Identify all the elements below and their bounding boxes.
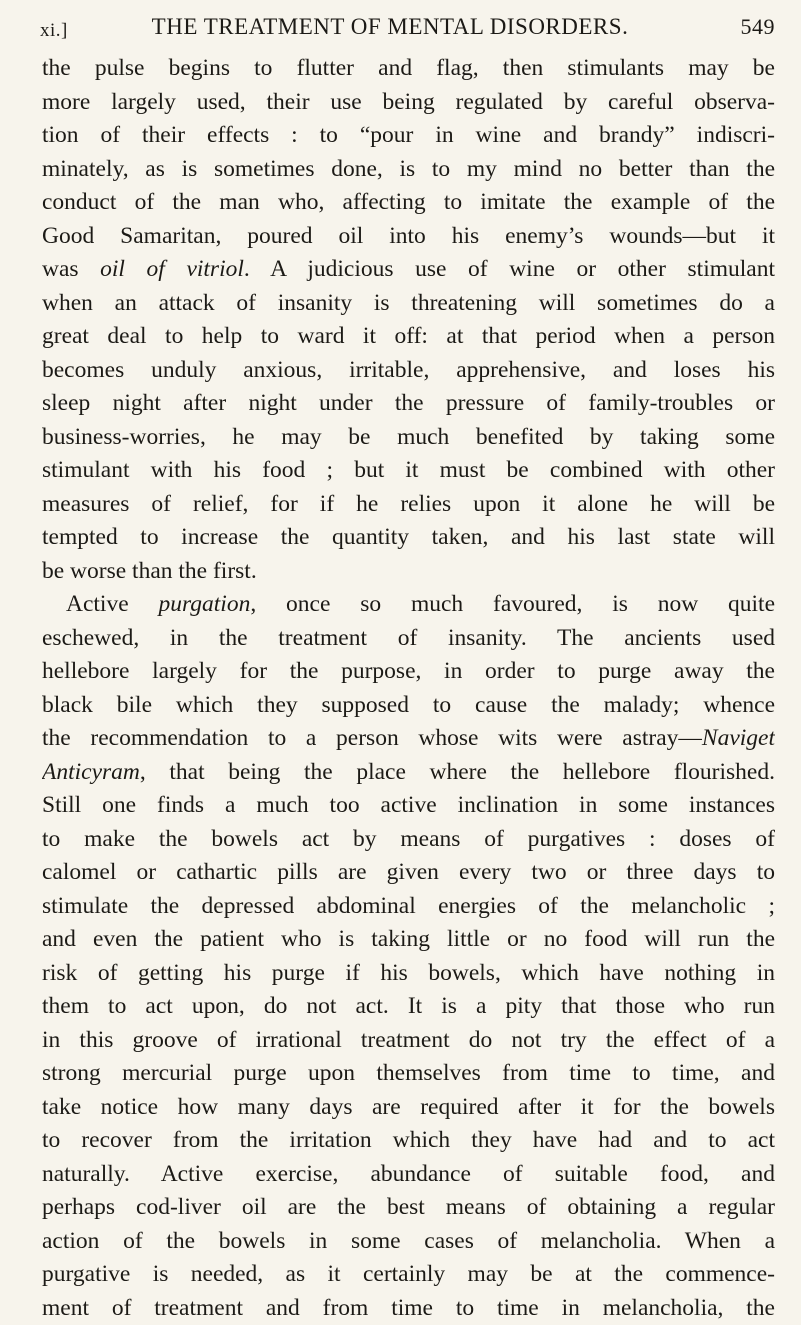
- text-line: sleep night after night under the pressure of family-troubles or: [42, 387, 775, 421]
- text-line: more largely used, their use being regulated by careful observa-: [42, 86, 775, 120]
- text-line: eschewed, in the treatment of insanity. The ancients used: [42, 622, 775, 656]
- text-line: great deal to help to ward it off: at that period when a person: [42, 320, 775, 354]
- text-line: minately, as is sometimes done, is to my mind no better than the: [42, 153, 775, 187]
- chapter-marker: xi.]: [40, 20, 68, 42]
- text-line: the pulse begins to flutter and flag, then stimulants may be: [42, 52, 775, 86]
- text-line: stimulate the depressed abdominal energies of the melancholic ;: [42, 890, 775, 924]
- text-line: and even the patient who is taking little or no food will run the: [42, 923, 775, 957]
- text-line: purgative is needed, as it certainly may be at the commence-: [42, 1258, 775, 1292]
- text-line: the recommendation to a person whose wits were astray—Naviget: [42, 722, 775, 756]
- text-line: conduct of the man who, affecting to imitate the example of the: [42, 186, 775, 220]
- text-line: tion of their effects : to “pour in wine and brandy” indiscri-: [42, 119, 775, 153]
- text-line: Good Samaritan, poured oil into his enemy’s wounds—but it: [42, 220, 775, 254]
- body-text: [42, 52, 775, 1325]
- text-line: take notice how many days are required after it for the bowels: [42, 1091, 775, 1125]
- text-line: in this groove of irrational treatment do not try the effect of a: [42, 1024, 775, 1058]
- text-line: action of the bowels in some cases of melancholia. When a: [42, 1225, 775, 1259]
- text-line: calomel or cathartic pills are given every two or three days to: [42, 856, 775, 890]
- text-line: perhaps cod-liver oil are the best means of obtaining a regular: [42, 1191, 775, 1225]
- text-line: them to act upon, do not act. It is a pity that those who run: [42, 990, 775, 1024]
- text-line: was oil of vitriol. A judicious use of wine or other stimulant: [42, 253, 775, 287]
- text-line: hellebore largely for the purpose, in order to purge away the: [42, 655, 775, 689]
- text-line: Still one finds a much too active inclination in some instances: [42, 789, 775, 823]
- text-line: to recover from the irritation which they have had and to act: [42, 1124, 775, 1158]
- text-line: measures of relief, for if he relies upon it alone he will be: [42, 488, 775, 522]
- running-header: [40, 14, 775, 50]
- text-line: naturally. Active exercise, abundance of suitable food, and: [42, 1158, 775, 1192]
- page-number: 549: [741, 14, 776, 40]
- text-line: Active purgation, once so much favoured, is now quite: [42, 588, 775, 622]
- text-line: to make the bowels act by means of purgatives : doses of: [42, 823, 775, 857]
- text-line: strong mercurial purge upon themselves from time to time, and: [42, 1057, 775, 1091]
- text-line: stimulant with his food ; but it must be combined with other: [42, 454, 775, 488]
- text-line: when an attack of insanity is threatening will sometimes do a: [42, 287, 775, 321]
- text-line: risk of getting his purge if his bowels, which have nothing in: [42, 957, 775, 991]
- running-title: THE TREATMENT OF MENTAL DISORDERS.: [110, 14, 670, 40]
- text-line: business-worries, he may be much benefited by taking some: [42, 421, 775, 455]
- text-line: Anticyram, that being the place where the hellebore flourished.: [42, 756, 775, 790]
- text-line: black bile which they supposed to cause the malady; whence: [42, 689, 775, 723]
- text-line: be worse than the first.: [42, 555, 775, 589]
- text-line: becomes unduly anxious, irritable, apprehensive, and loses his: [42, 354, 775, 388]
- text-line: ment of treatment and from time to time in melancholia, the: [42, 1292, 775, 1325]
- text-line: tempted to increase the quantity taken, and his last state will: [42, 521, 775, 555]
